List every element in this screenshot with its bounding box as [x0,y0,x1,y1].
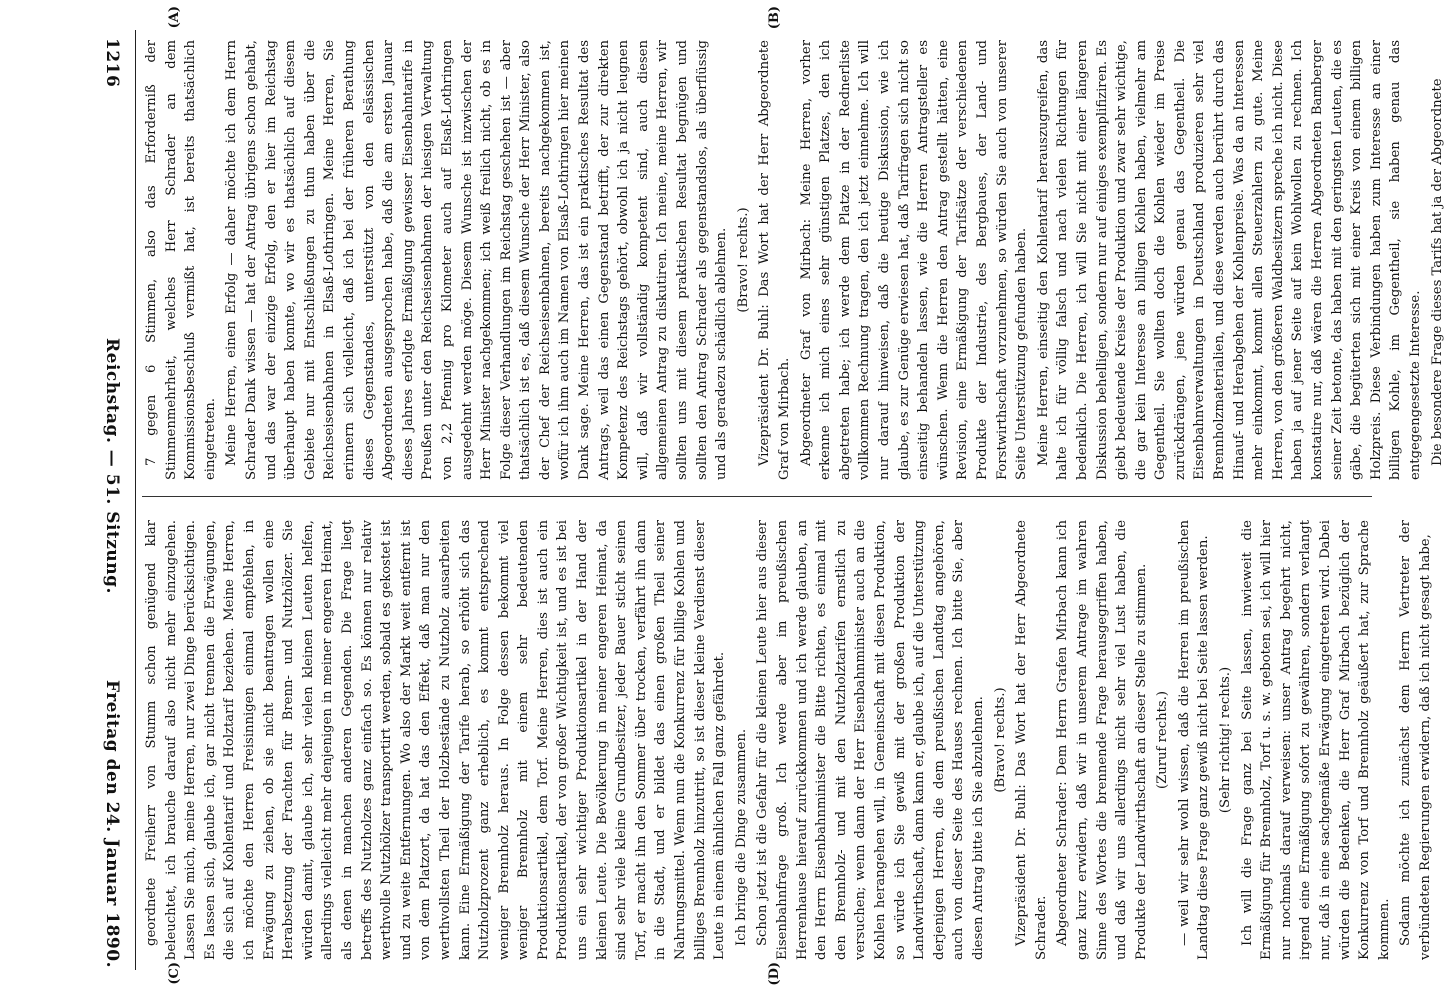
column-divider [142,496,1372,497]
session-date: Freitag den 24. Januar 1890. [102,679,122,968]
paragraph: Schon jetzt ist die Gefahr für die kleinen Leute hier aus dieser Eisenbahnfrage groß. Ich werde aber im preußischen Herrenhause hierauf zurückkommen und ich werde glauben, an den Herrn Eisenbahnminister die Bitte richten, es einmal mit den Brennholz- und mit den Nutzholztarifen ernstlich zu versuchen; wenn dann der Herr Eisenbahnminister auch an die Kohlen herangehen will, in Gemeinschaft mit diesen Produktion, so würde ich Sie gewiß mit der großen Produktion der Landwirthschaft, dann kann er, glaube ich, auf die Unterstützung derjenigen Herren, die dem preußischen Landtag angehören, auch von dieser Seite des Hauses rechnen. Ich bitte Sie, aber diesen Antrag bitte ich Sie abzulehnen. [755,520,986,960]
paragraph: 7 gegen 6 Stimmen, also das Erforderniß der Stimmenmehrheit, welches Herr Schrader an dem Kommissionsbeschluß vermißt hat, ist bereits thatsächlich eingetreten. [144,40,218,480]
margin-mark-b: (B) [767,6,782,30]
paragraph: Abgeordneter Graf von Mirbach: Meine Herren, vorher erkenne ich mich eines sehr günstigen Platzes, den ich abgetreten habe; ich werde dem Platze in der Rednerliste vollkommen Rechnung tragen, den ich jetzt einnehme. Ich will nur darauf hinweisen, daß die heutige Diskussion, wie ich glaube, es zur Genüge erwiesen hat, daß Tarifragen sich nicht so einseitig behandeln lassen, wie die Herren Antragsteller es wünschen. Wenn die Herren den Antrag gestellt hätten, eine Revision, eine Ermäßigung der Tarifsätze der verschiedenen Produkte der Industrie, des Bergbaues, der Land- und Forstwirthschaft vorzunehmen, so würden Sie auch von unserer Seite Unterstützung gefunden haben. [798,40,1030,480]
paragraph: Ich bringe die Dinge zusammen. [733,728,749,946]
stage-direction: (Bravo! rechts.) [992,687,1008,793]
page-header [98,38,122,968]
paragraph: Abgeordneter Schrader: Dem Herrn Grafen Mirbach kann ich ganz kurz erwidern, daß wir in unserem Antrage im wahren Sinne des Wortes die brennende Frage herausgegriffen haben, und daß wir uns allerdings nicht sehr viel Lust haben, die Produkte der Landwirthschaft an dieser Stelle zu stimmen. [1055,520,1149,960]
paragraph: Ich will die Frage ganz bei Seite lassen, inwieweit die Ermäßigung für Brennholz, Torf u. s. w. geboten sei, ich will hier nur nochmals darauf verweisen: unser Antrag begehrt nicht, irgend eine Ermäßigung sofort zu gewähren, sondern verlangt nur, daß in eine sachgemäße Erwägung eingetreten wird. Dabei würden die Bedenken, die Herr Graf Mirbach bezüglich der Konkurrenz von Torf und Brennholz geäußert hat, zur Sprache kommen. [1239,520,1392,960]
paragraph: Vizepräsident Dr. Buhl: Das Wort hat der Herr Abgeordnete Schrader. [1014,520,1049,960]
stage-direction: (Sehr richtig! rechts.) [1218,666,1234,814]
running-title: Reichstag. — 51. Sitzung. [102,338,122,594]
paragraph: — weil wir sehr wohl wissen, daß die Herren im preußischen Landtag diese Frage ganz gewiß nicht bei Seite lassen werden. [1176,520,1212,960]
margin-mark-a: (A) [167,6,182,29]
paragraph: Meine Herren, einen Erfolg — daher möchte ich dem Herrn Schrader Dank wissen — hat der Antrag übrigens schon gehabt, und das war der einzige Erfolg, den er hier im Reichstag überhaupt haben konnte, wo wir es thatsächlich auf diesem Gebiete nur mit Entschließungen zu thun haben über die Reichseisenbahnen in Elsaß-Lothringen. Meine Herren, Sie erinnern sich vielleicht, daß ich bei der früheren Berathung dieses Gegenstandes, unterstützt von den elsässischen Abgeordneten ausgesprochen habe, daß die am ersten Januar dieses Jahres erfolgte Ermäßigung gewisser Eisenbahntarife in Preußen unter den Reichseisenbahnen der hiesigen Verwaltung von 2,2 Pfennig pro Kilometer auch auf Elsaß-Lothringen ausgedehnt werden möge. Diesem Wunsche ist inzwischen der Herr Minister nachgekommen; ich weiß freilich nicht, ob es in Folge dieser Verhandlungen im Reichstag geschehen ist — aber thatsächlich ist es, daß diesem Wunsche der Herr Minister, also der Chef der Reichseisenbahnen, bereits nachgekommen ist, wofür ich ihm auch im Namen von Elsaß-Lothringen hier meinen Dank sage. Meine Herren, das ist ein praktisches Resultat des Antrags, weil das einen Gegenstand betrifft, der zur direkten Kompetenz des Reichstags gehört, obwohl ich ja nicht leugnen will, daß wir vollständig kompetent sind, auch diesen allgemeinen Antrag zu diskutiren. Ich meine, meine Herren, wir sollten uns mit diesem praktischen Resultat begnügen und sollten den Antrag Schrader als gegenstandslos, als überflüssig und als geradezu schädlich ablehnen. [224,40,730,480]
paragraph: Die besondere Frage dieses Tarifs hat ja der Abgeordnete [1429,78,1445,466]
paragraph: Sodann möchte ich zunächst dem Herrn Vertreter der verbündeten Regierungen erwidern, daß ich nicht gesagt habe, [1398,520,1433,960]
paragraph: geordnete Freiherr von Stumm schon genügend klar beleuchtet, ich brauche darauf also nicht mehr einzugehen. Lassen Sie mich, meine Herren, nur zwei Dinge berücksichtigen. Es lassen sich, glaube ich, gar nicht trennen die Erwägungen, die sich auf Kohlentarif und Holztarif beziehen. Meine Herren, ich möchte den Herren Freisinnigen einmal empfehlen, in Erwägung zu ziehen, ob sie nicht beantragen wollen eine Herabsetzung der Frachten für Brenn- und Nutzhölzer. Sie würden damit, glaube ich, sehr vielen kleinen Leuten helfen, allerdings vielleicht mehr denjenigen in meiner engeren Heimat, als denen in manchen anderen Gegenden. Die Frage liegt betreffs des Nutzholzes ganz einfach so. Es können nur relativ werthvolle Nutzhölzer transportirt werden, sobald es gekostet ist und zu weite Entfernungen. Wo also der Markt weit entfernt ist von dem Platzort, da hat das den Effekt, daß man nur den werthvollsten Theil der Holzbestände zu Nutzholz ausarbeiten kann. Eine Ermäßigung der Tarife herab, so erhöht sich das Nutzholzprozent ganz erheblich, es kommt entsprechend weniger Brennholz heraus. In Folge dessen bekommt viel weniger Brennholz mit einem sehr bedeutenden Produktionsartikel, dem Torf. Meine Herren, dies ist auch ein Produktionsartikel, der von großer Wichtigkeit ist, und es ist bei uns ein sehr wichtiger Produktionsartikel in der Hand der kleinen Leute. Die Bevölkerung in meiner engeren Heimat, da sind sehr viele kleine Grundbesitzer, jeder Bauer sticht seinen Torf, er macht ihn den Sommer über trocken, verfährt ihn dann in die Stadt, und er bildet das einen großen Theil seiner Nahrungsmittel. Wenn nun die Konkurrenz für billige Kohlen und billiges Brennholz hinzutritt, so ist dieser kleine Verdienst dieser Leute in einem ähnlichen Fall ganz gefährdet. [144,520,728,960]
right-column [142,520,1433,960]
margin-mark-d: (D) [767,962,782,986]
stage-direction: (Bravo! rechts.) [735,207,751,313]
left-column [142,40,1445,480]
header-rule [135,30,136,970]
paragraph: Vizepräsident Dr. Buhl: Das Wort hat der Herr Abgeordnete Graf von Mirbach. [757,40,792,480]
margin-mark-c: (C) [167,962,182,985]
page-number: 1216 [102,38,122,88]
stage-direction: (Zuruf rechts.) [1155,690,1171,790]
paragraph: Meine Herren, einseitig den Kohlentarif herauszugreifen, das halte ich für völlig falsch und nach vielen Richtungen für bedenklich. Die Herren, ich will Sie nicht mit einer längeren Diskussion behelligen, sondern nur auf einiges exemplifiziren. Es giebt bedeutende Kreise der Produktion und zwar sehr wichtige, die gar kein Interesse an billigen Kohlen haben, vielmehr am Gegentheil. Sie wollten doch die Kohlen wieder im Preise zurückdrängen, jene würden genau das Gegentheil. Die Eisenbahnverwaltungen in Deutschland produzieren sehr viel Brennholzmaterialien, und diese werden auch berührt durch das Hinauf- und Herabgehen der Kohlenpreise. Was da an Interessen mehr einkommt, kommt allen Steuerzahlern zu gute. Meine Herren, von den größeren Waldbesitzern spreche ich nicht. Diese haben ja auf jener Seite auf kein Wohlwollen zu rechnen. Ich konstatire nur, daß wären die Herren Abgeordneten Bamberger seiner Zeit betonte, das haben mit den geringsten Leuten, die es gäbe, die begüterten sich mit einer Kreis von einem billigen Holzpreis. Diese Verbindungen haben zum Interesse an einer billigen Kohle, im Gegentheil, sie haben genau das entgegengesetzte Interesse. [1035,40,1423,480]
